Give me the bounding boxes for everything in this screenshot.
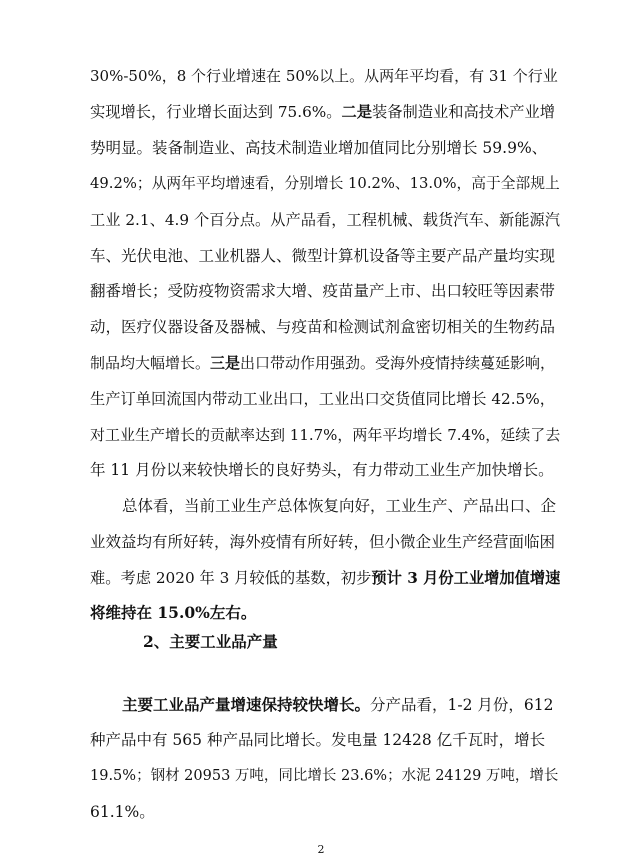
bold-text-span: 主要工业品产量增速保持较快增长。 <box>122 695 371 714</box>
text-span: 分产品看，1-2 月份，612 <box>370 696 554 714</box>
text-span: 对工业生产增长的贡献率达到 11.7%，两年平均增长 7.4%，延续了去 <box>90 426 560 444</box>
text-span: 19.5%；钢材 20953 万吨，同比增长 23.6%；水泥 24129 万吨，增长 <box>90 768 559 784</box>
bold-text-span: 将维持在 15.0%左右。 <box>90 603 257 622</box>
text-span: 30%-50%，8 个行业增速在 50%以上。从两年平均看，有 31 个行业 <box>90 67 558 85</box>
text-span: 装备制造业和高技术产业增 <box>372 103 556 121</box>
text-span: 车、光伏电池、工业机器人、微型计算机设备等主要产品产量均实现 <box>90 247 556 265</box>
text-line <box>90 317 560 337</box>
text-line <box>90 102 560 122</box>
text-span: 49.2%；从两年平均增速看，分别增长 10.2%、13.0%，高于全部规上 <box>90 175 560 192</box>
text-line <box>90 568 560 588</box>
text-span: 工业 2.1、4.9 个百分点。从产品看，工程机械、载货汽车、新能源汽 <box>90 211 560 229</box>
text-span: 出口带动作用强劲。受海外疫情持续蔓延影响， <box>240 354 556 372</box>
text-line <box>90 460 560 480</box>
text-span: 种产品中有 565 种产品同比增长。发电量 12428 亿千瓦时，增长 <box>90 731 546 749</box>
bold-text-span: 二是 <box>341 103 373 121</box>
text-span: 实现增长，行业增长面达到 75.6%。 <box>90 103 342 121</box>
text-line <box>90 174 560 194</box>
text-line <box>90 138 560 158</box>
bold-text-span: 三是 <box>210 354 241 372</box>
text-line <box>90 532 560 552</box>
text-line <box>90 766 560 786</box>
text-line <box>90 730 560 750</box>
bold-text-span: 预计 3 月份工业增加值增速 <box>371 569 560 587</box>
text-span: 难。考虑 2020 年 3 月较低的基数，初步 <box>90 569 372 587</box>
text-line <box>90 281 560 301</box>
text-line <box>90 353 560 373</box>
text-span: 生产订单回流国内带动工业出口，工业出口交货值同比增长 42.5%， <box>90 390 556 408</box>
text-line <box>90 66 560 86</box>
page-number: 2 <box>317 843 325 856</box>
text-line <box>122 496 592 516</box>
text-span: 业效益均有所好转，海外疫情有所好转，但小微企业生产经营面临困 <box>90 533 556 551</box>
text-span: 翻番增长；受防疫物资需求大增、疫苗量产上市、出口较旺等因素带 <box>90 282 556 300</box>
text-span: 势明显。装备制造业、高技术制造业增加值同比分别增长 59.9%、 <box>90 139 548 157</box>
text-line <box>90 210 560 230</box>
text-span: 制品均大幅增长。 <box>90 354 211 372</box>
text-span: 动，医疗仪器设备及器械、与疫苗和检测试剂盒密切相关的生物药品 <box>90 318 556 336</box>
text-line <box>90 603 560 623</box>
text-line <box>90 246 560 266</box>
text-line <box>90 425 560 445</box>
text-line <box>90 802 560 822</box>
text-line <box>122 695 592 715</box>
text-span: 总体看，当前工业生产总体恢复向好，工业生产、产品出口、企 <box>122 497 557 515</box>
text-span: 61.1%。 <box>90 803 155 821</box>
section-heading: 2、主要工业品产量 <box>143 632 278 651</box>
text-span: 年 11 月份以来较快增长的良好势头，有力带动工业生产加快增长。 <box>90 461 554 479</box>
text-line <box>90 389 560 409</box>
